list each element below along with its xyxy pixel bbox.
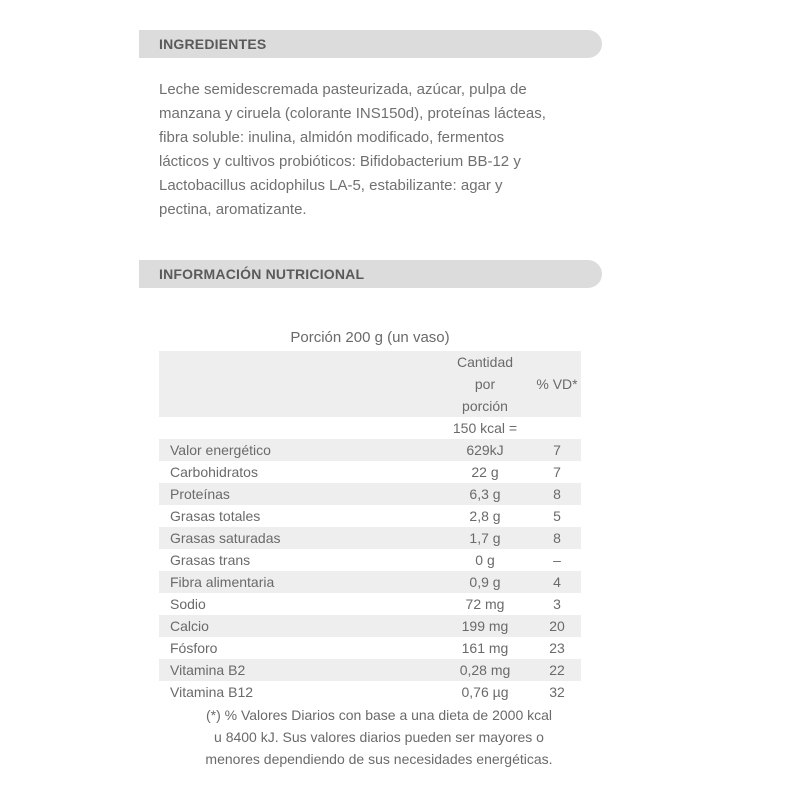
nutrient-amount: 0,9 g: [437, 571, 533, 593]
nutrient-name: Fibra alimentaria: [159, 571, 437, 593]
header-qty-cell: [437, 351, 533, 417]
nutrient-name: Grasas totales: [170, 508, 261, 524]
nutrient-vd: 20: [533, 615, 581, 637]
portion-label: Porción 200 g (un vaso): [290, 329, 450, 346]
ingredients-line: pectina, aromatizante.: [159, 201, 307, 218]
table-row: [159, 439, 581, 461]
nutrient-amount: 150 kcal =: [452, 420, 518, 436]
nutrient-amount: 199 mg: [437, 615, 533, 637]
ingredientes-title: INGREDIENTES: [159, 36, 267, 52]
nutrient-name: Carbohidratos: [170, 464, 258, 480]
table-row: [159, 681, 581, 703]
header-qty-line: porción: [462, 398, 508, 414]
table-row: [159, 637, 581, 659]
table-row: [159, 593, 581, 615]
nutrient-name: Grasas saturadas: [159, 527, 437, 549]
nutrient-vd: 4: [533, 571, 581, 593]
ingredients-line: lácticos y cultivos probióticos: Bifidobacterium BB-12 y: [159, 153, 521, 170]
nutrient-name: Vitamina B2: [159, 659, 437, 681]
header-name-cell: [159, 351, 437, 417]
nutricional-header: [139, 260, 602, 288]
ingredientes-header: [139, 30, 602, 58]
nutrient-amount: 72 mg: [465, 596, 505, 612]
nutrient-vd: –: [553, 552, 561, 568]
nutrient-amount: 629kJ: [437, 439, 533, 461]
header-qty-line: Cantidad: [456, 354, 514, 370]
footnote-line: (*) % Valores Diarios con base a una dieta de 2000 kcal: [205, 707, 553, 723]
nutrient-vd: 8: [533, 483, 581, 505]
nutrient-vd: 8: [533, 527, 581, 549]
table-row: [159, 527, 581, 549]
nutrient-name: Grasas trans: [170, 552, 251, 568]
nutrient-vd: 22: [533, 659, 581, 681]
header-vd-cell: [533, 351, 581, 417]
table-row: [159, 483, 581, 505]
nutrient-amount: 0,28 mg: [437, 659, 533, 681]
nutrient-amount: 0,76 µg: [461, 684, 509, 700]
nutrient-vd: 23: [549, 640, 565, 656]
nutrition-table: [159, 351, 581, 703]
nutrient-vd: 7: [553, 464, 561, 480]
table-row: [159, 659, 581, 681]
footnote-line: u 8400 kJ. Sus valores diarios pueden ser mayores o: [214, 729, 544, 745]
nutrient-name: Valor energético: [159, 439, 437, 461]
nutrient-amount: 22 g: [471, 464, 499, 480]
table-row: [159, 549, 581, 571]
table-row: [159, 615, 581, 637]
nutrient-amount: 6,3 g: [437, 483, 533, 505]
ingredients-line: manzana y ciruela (colorante INS150d), proteínas lácteas,: [159, 105, 546, 122]
nutrient-vd: 7: [533, 439, 581, 461]
ingredients-line: Lactobacillus acidophilus LA-5, estabilizante: agar y: [159, 177, 503, 194]
nutrient-name: Vitamina B12: [170, 684, 254, 700]
table-header-row: [159, 351, 581, 417]
nutrient-name: Fósforo: [170, 640, 218, 656]
nutrient-name: Sodio: [170, 596, 206, 612]
table-row: [159, 571, 581, 593]
nutricional-title: INFORMACIÓN NUTRICIONAL: [159, 266, 365, 282]
ingredients-text: [159, 78, 599, 222]
nutrient-vd: 32: [549, 684, 565, 700]
nutrient-vd: 3: [553, 596, 561, 612]
nutrient-amount: 0 g: [475, 552, 495, 568]
table-row: [159, 461, 581, 483]
ingredients-line: fibra soluble: inulina, almidón modificado, fermentos: [159, 129, 505, 146]
nutrient-vd: 5: [553, 508, 561, 524]
nutrient-name: Calcio: [159, 615, 437, 637]
ingredients-line: Leche semidescremada pasteurizada, azúcar, pulpa de: [159, 81, 527, 98]
table-row: [159, 505, 581, 527]
nutrient-amount: 161 mg: [461, 640, 509, 656]
nutrient-amount: 2,8 g: [469, 508, 501, 524]
table-row: [159, 417, 581, 439]
header-vd-label: % VD*: [536, 376, 578, 392]
footnote: [159, 704, 599, 770]
nutrient-vd: [533, 417, 581, 439]
nutrient-amount: 1,7 g: [437, 527, 533, 549]
header-qty-line: por: [474, 376, 496, 392]
footnote-line: menores dependiendo de sus necesidades energéticas.: [205, 751, 553, 767]
nutrient-name: [159, 417, 437, 439]
nutrient-name: Proteínas: [159, 483, 437, 505]
